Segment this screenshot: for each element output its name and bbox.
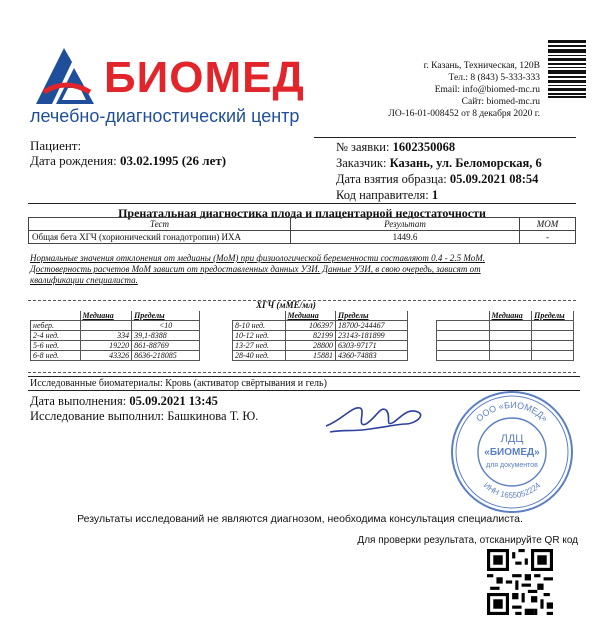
- hcg-range-header-2: Пределы: [335, 311, 407, 321]
- header-rule: [314, 137, 576, 138]
- table-row: 6-8 нед. 43326 8636-218085: [31, 351, 200, 361]
- request-number-value: 1602350068: [392, 140, 456, 154]
- stamp-inn-text: ИНН 1655052224: [481, 480, 543, 501]
- table-row: небер. <10: [31, 321, 200, 331]
- table-row: [437, 341, 574, 351]
- hcg-range-header-3: Пределы: [532, 311, 574, 321]
- referrer-label: Код направителя:: [336, 188, 429, 202]
- client-label: Заказчик:: [336, 156, 387, 170]
- hcg-range-header: Пределы: [132, 311, 200, 321]
- stamp-top-text: ООО «БИОМЕД»: [474, 399, 550, 424]
- request-number-label: № заявки:: [336, 140, 390, 154]
- client-value: Казань, ул. Беломорская, 6: [389, 156, 542, 170]
- performer-label: Исследование выполнил:: [30, 409, 165, 423]
- logo-icon: [30, 44, 100, 106]
- completion-info: [30, 394, 258, 424]
- svg-text:ИНН 1655052224: [482, 480, 543, 500]
- test-name: Общая бета ХГЧ (хорионический гонадотропин) ИХА: [29, 231, 291, 244]
- note-line-2: Достоверность расчетов МоМ зависит от предоставленных данных УЗИ. Данные УЗИ, в свою очередь, зависят от: [30, 264, 481, 274]
- document-title: Пренатальная диагностика плода и плацентарной недостаточности: [28, 203, 576, 221]
- signature-icon: [322, 398, 434, 438]
- performer-value: Башкинова Т. Ю.: [167, 409, 259, 423]
- completion-date-value: 05.09.2021 13:45: [129, 394, 218, 408]
- qr-note: Для проверки результата, отсканируйте QR код: [357, 535, 578, 546]
- table-row: [29, 231, 576, 244]
- test-result: 1449.6: [291, 231, 520, 244]
- patient-label: Пациент:: [30, 138, 82, 153]
- referrer-value: 1: [431, 188, 439, 202]
- barcode-icon: [548, 40, 586, 98]
- birth-value: 03.02.1995 (26 лет): [119, 153, 227, 168]
- table-row: [437, 331, 574, 341]
- table-row: 10-12 нед. 82199 23143-181899: [233, 331, 408, 341]
- qr-code-icon[interactable]: [487, 549, 553, 615]
- table-row: 2-4 нед. 334 39,1-8388: [31, 331, 200, 341]
- svg-text:ООО «БИОМЕД»: [474, 400, 550, 424]
- table-row: 5-6 нед. 19220 861-88769: [31, 341, 200, 351]
- disclaimer: Результаты исследований не являются диагнозом, необходима консультация специалиста.: [77, 513, 523, 525]
- stamp-center-2: «БИОМЕД»: [484, 447, 540, 458]
- table-row: 8-10 нед. 106397 18700-244467: [233, 321, 408, 331]
- birth-label: Дата рождения:: [30, 153, 117, 168]
- contact-site: Сайт: biomed-mc.ru: [461, 97, 540, 107]
- hcg-table-right: [436, 311, 574, 361]
- hcg-table-left: [30, 311, 200, 361]
- contact-address: г. Казань, Техническая, 120В: [423, 61, 540, 71]
- table-row: 13-27 нед. 28800 6303-97171: [233, 341, 408, 351]
- request-info: [336, 139, 542, 203]
- sample-date-value: 05.09.2021 08:54: [449, 172, 539, 186]
- results-table: [28, 217, 576, 244]
- sample-date-label: Дата взятия образца:: [336, 172, 447, 186]
- mom-note: [30, 253, 578, 286]
- completion-date-label: Дата выполнения:: [30, 394, 127, 408]
- note-line-3: квалификации специалиста.: [30, 275, 138, 285]
- brand-name: БИОМЕД: [104, 53, 305, 102]
- contact-license: ЛО-16-01-008452 от 8 декабря 2020 г.: [388, 109, 540, 119]
- col-result: Результат: [291, 218, 520, 231]
- stamp-center-1: ЛДЦ: [500, 433, 524, 445]
- contact-email: Email: info@biomed-mc.ru: [434, 85, 540, 95]
- col-mom: МОМ: [520, 218, 576, 231]
- biomaterial-line: Исследованные биоматериалы: Кровь (активатор свёртывания и гель): [28, 376, 580, 391]
- table-row: 28-40 нед. 15881 4360-74883: [233, 351, 408, 361]
- brand-tagline: лечебно-диагностический центр: [30, 106, 300, 126]
- hcg-median-header-2: Медиана: [285, 311, 335, 321]
- note-line-1: Нормальные значения отклонения от медианы (МоМ) при физиологической беременности составляют 0.4 - 2.5 МоМ.: [30, 253, 485, 263]
- table-row: [437, 321, 574, 331]
- hcg-median-header: Медиана: [80, 311, 132, 321]
- contacts-block: [388, 60, 540, 120]
- contact-phone: Тел.: 8 (843) 5-333-333: [448, 73, 540, 83]
- stamp-center-3: для документов: [486, 462, 538, 469]
- test-mom: -: [520, 231, 576, 244]
- stamp-seal: [448, 388, 576, 516]
- hcg-median-header-3: Медиана: [489, 311, 532, 321]
- table-row: [437, 351, 574, 361]
- hcg-table-mid: [232, 311, 408, 361]
- patient-info: [30, 138, 226, 168]
- col-test: Тест: [29, 218, 291, 231]
- hcg-title: ХГЧ (мМЕ/мл): [256, 300, 316, 310]
